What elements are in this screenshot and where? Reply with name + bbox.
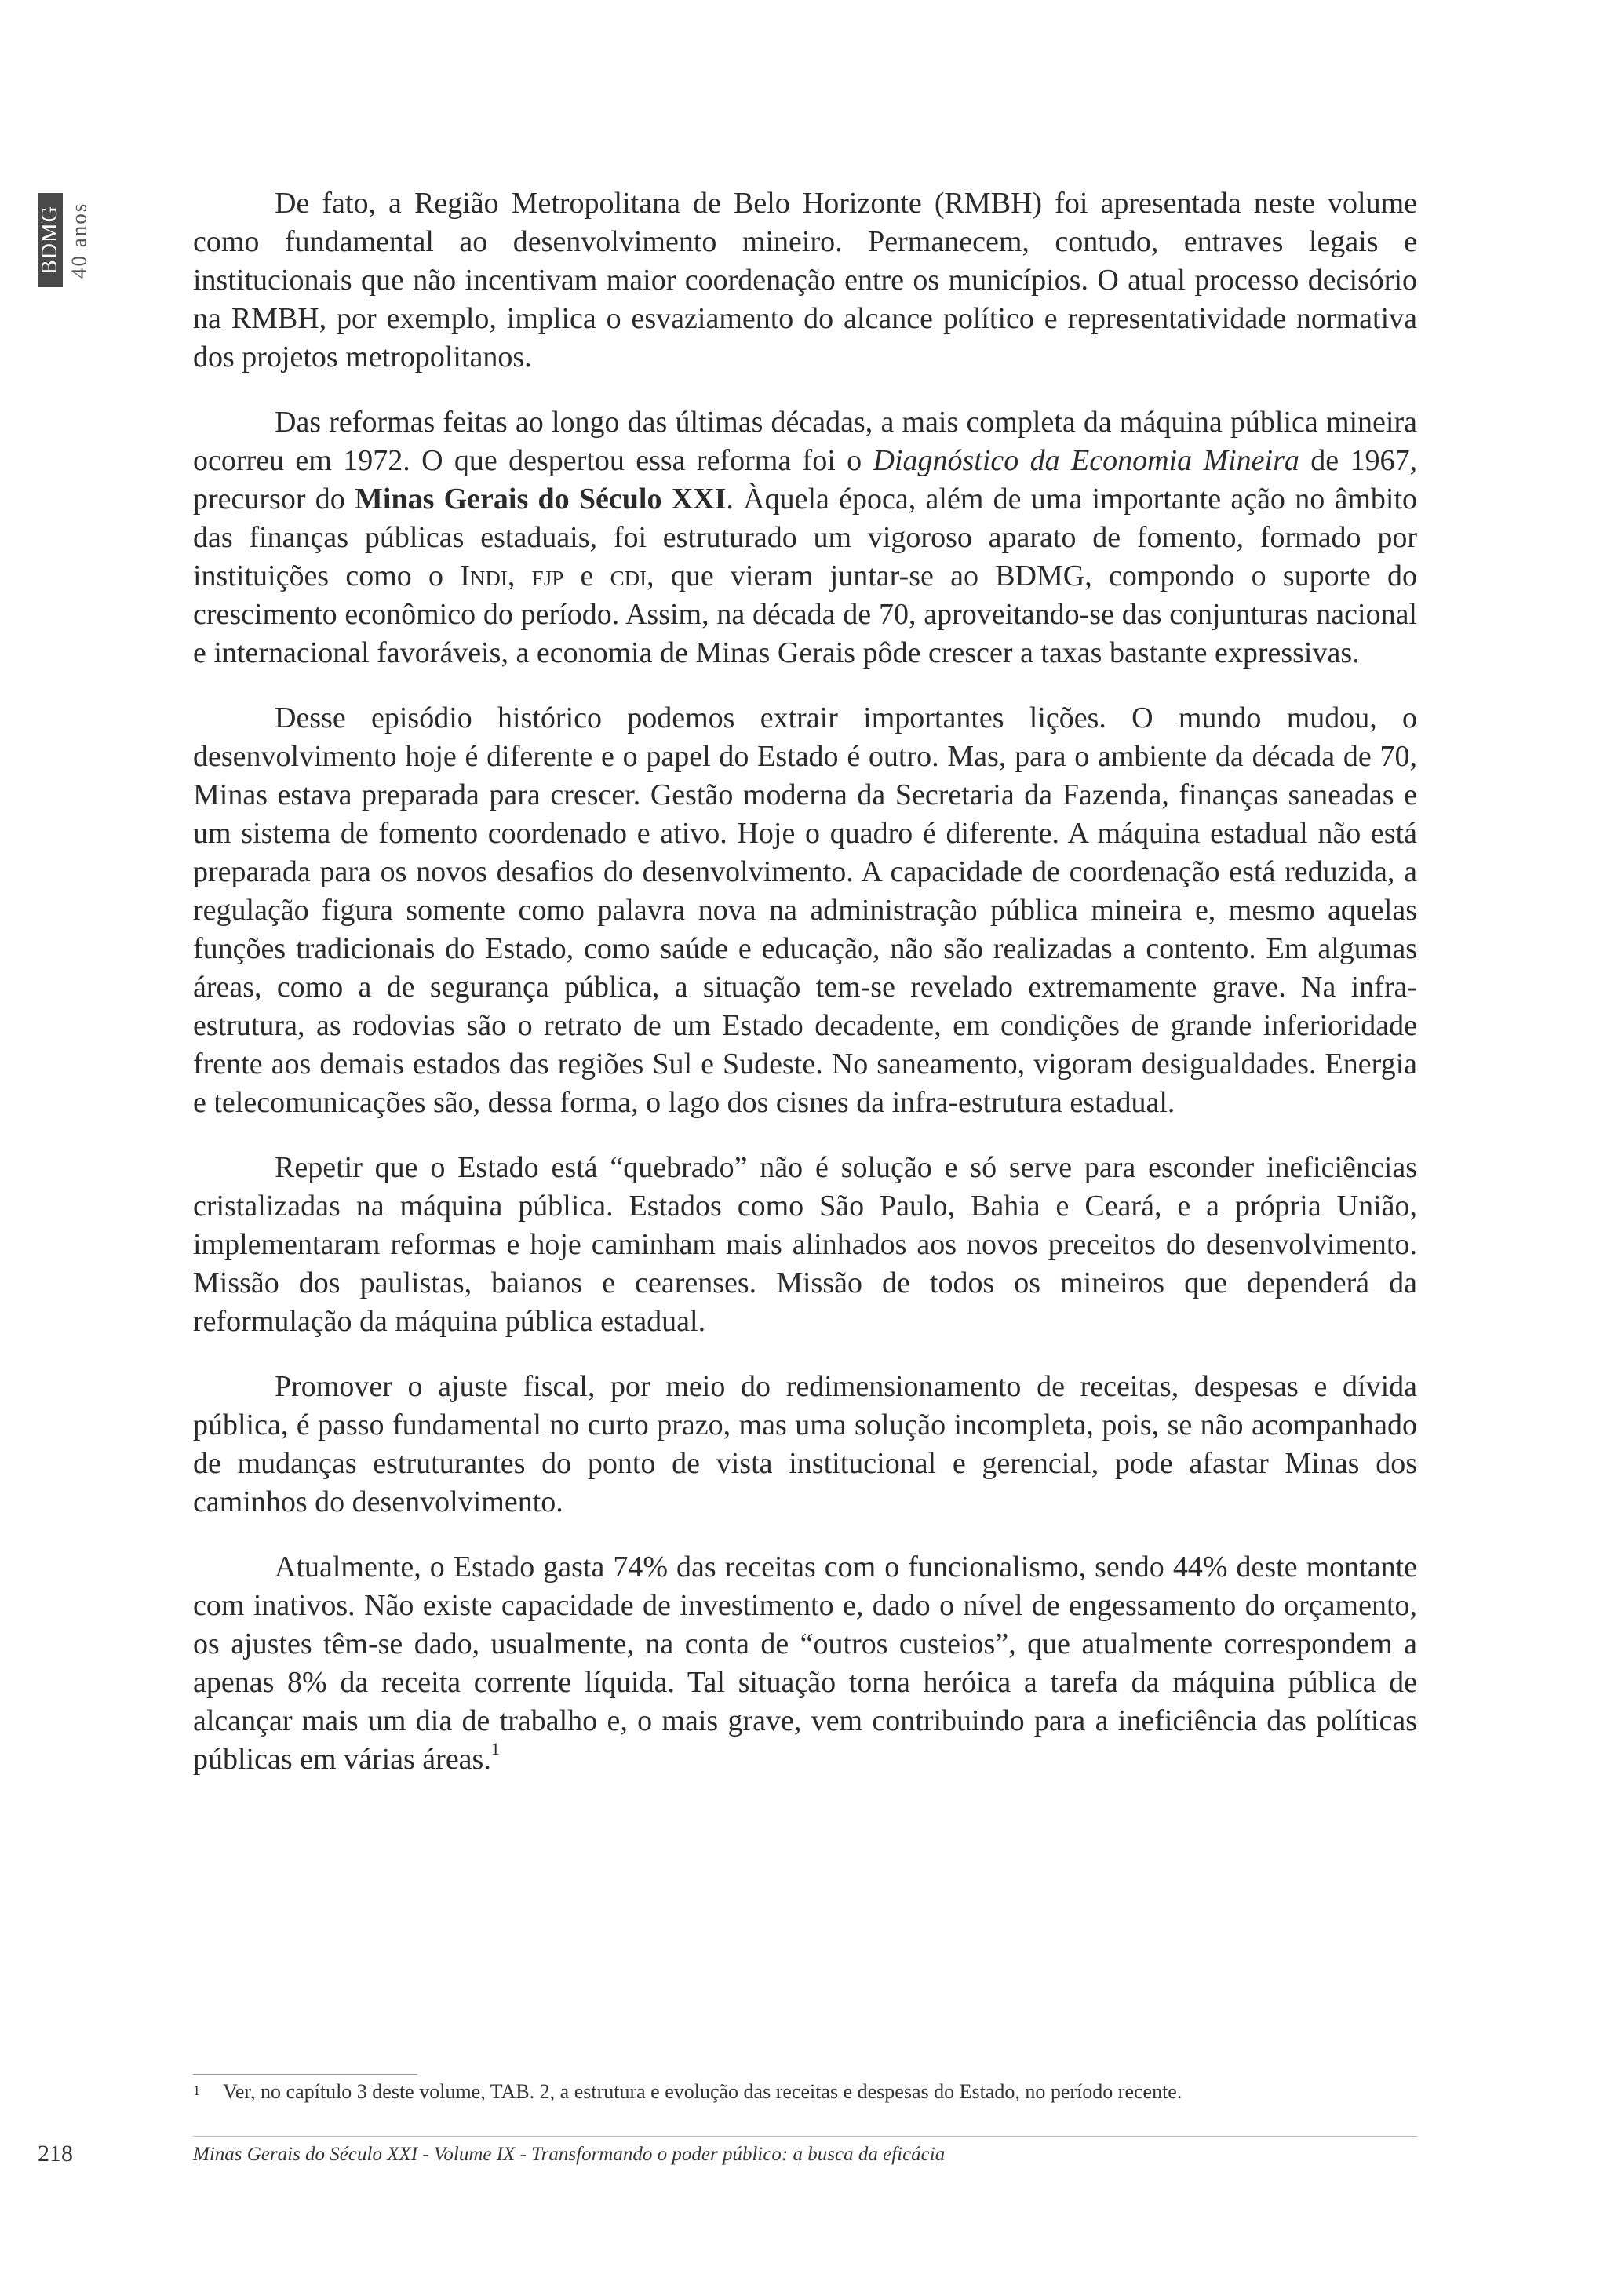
footnote: [193, 2079, 1417, 2105]
p2-bold-title: Minas Gerais do Século XXI: [355, 483, 727, 516]
running-footer-title: Minas Gerais do Século XXI - Volume IX - Transformando o poder público: a busca da eficácia: [193, 2144, 946, 2165]
footnote-divider: [193, 2074, 417, 2075]
logo-bdmg-text: BDMG: [38, 193, 63, 287]
paragraph-1: De fato, a Região Metropolitana de Belo Horizonte (RMBH) foi apresentada neste volume como fundamental ao desenvolvimento mineiro. Permanecem, contudo, entraves legais e institucionais que não incentivam maior coordenação entre os municípios. O atual processo decisório na RMBH, por exemplo, implica o esvaziamento do alcance político e representatividade normativa dos projetos metropolitanos.: [193, 187, 1417, 374]
footer-divider: [193, 2136, 1417, 2137]
paragraph-3: Desse episódio histórico podemos extrair importantes lições. O mundo mudou, o desenvolvimento hoje é diferente e o papel do Estado é outro. Mas, para o ambiente da década de 70, Minas estava preparada para crescer. Gestão moderna da Secretaria da Fazenda, finanças saneadas e um sistema de fomento coordenado e ativo. Hoje o quadro é diferente. A máquina estadual não está preparada para os novos desafios do desenvolvimento. A capacidade de coordenação está reduzida, a regulação figura somente como palavra nova na administração pública mineira e, mesmo aquelas funções tradicionais do Estado, como saúde e educação, não são realizadas a contento. Em algumas áreas, como a de segurança pública, a situação tem-se revelado extremamente grave. Na infra-estrutura, as rodovias são o retrato de um Estado decadente, em condições de grande inferioridade frente aos demais estados das regiões Sul e Sudeste. No saneamento, vigoram desigualdades. Energia e telecomunicações são, dessa forma, o lago dos cisnes da infra-estrutura estadual.: [193, 702, 1417, 1119]
footnote-number: 1: [193, 2083, 200, 2098]
p2-text-a: Das reformas feitas ao longo das últimas décadas, a mais completa da máquina pública mineira ocorreu em 1972. O que despertou essa reforma foi o: [193, 406, 1417, 477]
p2-fjp: fjp: [531, 559, 564, 592]
paragraph-2: [193, 403, 1417, 672]
p2-sep-2: e: [563, 559, 610, 592]
p2-text-c: de 1967, precursor do: [193, 444, 1417, 516]
body-text: [193, 184, 1417, 1779]
paragraph-4: Repetir que o Estado está “quebrado” não é solução e só serve para esconder ineficiências cristalizadas na máquina pública. Estados como São Paulo, Bahia e Ceará, e a própria União, implementaram reformas e hoje caminham mais alinhados aos novos preceitos do desenvolvimento. Missão dos paulistas, baianos e cearenses. Missão de todos os mineiros que dependerá da reformulação da máquina pública estadual.: [193, 1151, 1417, 1338]
page-number: 218: [38, 2141, 73, 2167]
footnote-reference: 1: [490, 1739, 500, 1759]
p2-italic-title: Diagnóstico da Economia Mineira: [873, 444, 1299, 477]
logo-years-text: 40 anos: [67, 202, 91, 279]
paragraph-6: [193, 1548, 1417, 1779]
footnote-text: Ver, no capítulo 3 deste volume, TAB. 2, a estrutura e evolução das receitas e despesas do Estado, no período recente.: [223, 2080, 1182, 2103]
p2-sep-1: ,: [507, 559, 532, 592]
p2-text-f: , que vieram juntar-se ao BDMG, compondo o suporte do crescimento econômico do período. Assim, na década de 70, aproveitando-se das conjunturas nacional e internacional favoráveis, a economia de Minas Gerais pôde crescer a taxas bastante expressivas.: [193, 559, 1417, 669]
p6-text: Atualmente, o Estado gasta 74% das receitas com o funcionalismo, sendo 44% deste montante com inativos. Não existe capacidade de investimento e, dado o nível de engessamento do orçamento, os ajustes têm-se dado, usualmente, na conta de “outros custeios”, que atualmente correspondem a apenas 8% da receita corrente líquida. Tal situação torna heróica a tarefa da máquina pública de alcançar mais um dia de trabalho e, o mais grave, vem contribuindo para a ineficiência das políticas públicas em várias áreas.: [193, 1551, 1417, 1776]
p2-text-e: . Àquela época, além de uma importante ação no âmbito das finanças públicas estaduais, foi estruturado um vigoroso aparato de fomento, formado por instituições como o: [193, 483, 1417, 592]
bdmg-logo: [38, 193, 94, 287]
paragraph-5: Promover o ajuste fiscal, por meio do redimensionamento de receitas, despesas e dívida pública, é passo fundamental no curto prazo, mas uma solução incompleta, pois, se não acompanhado de mudanças estruturantes do ponto de vista institucional e gerencial, pode afastar Minas dos caminhos do desenvolvimento.: [193, 1370, 1417, 1518]
p2-cdi: cdi: [610, 559, 647, 592]
p2-indi: Indi: [460, 559, 508, 592]
